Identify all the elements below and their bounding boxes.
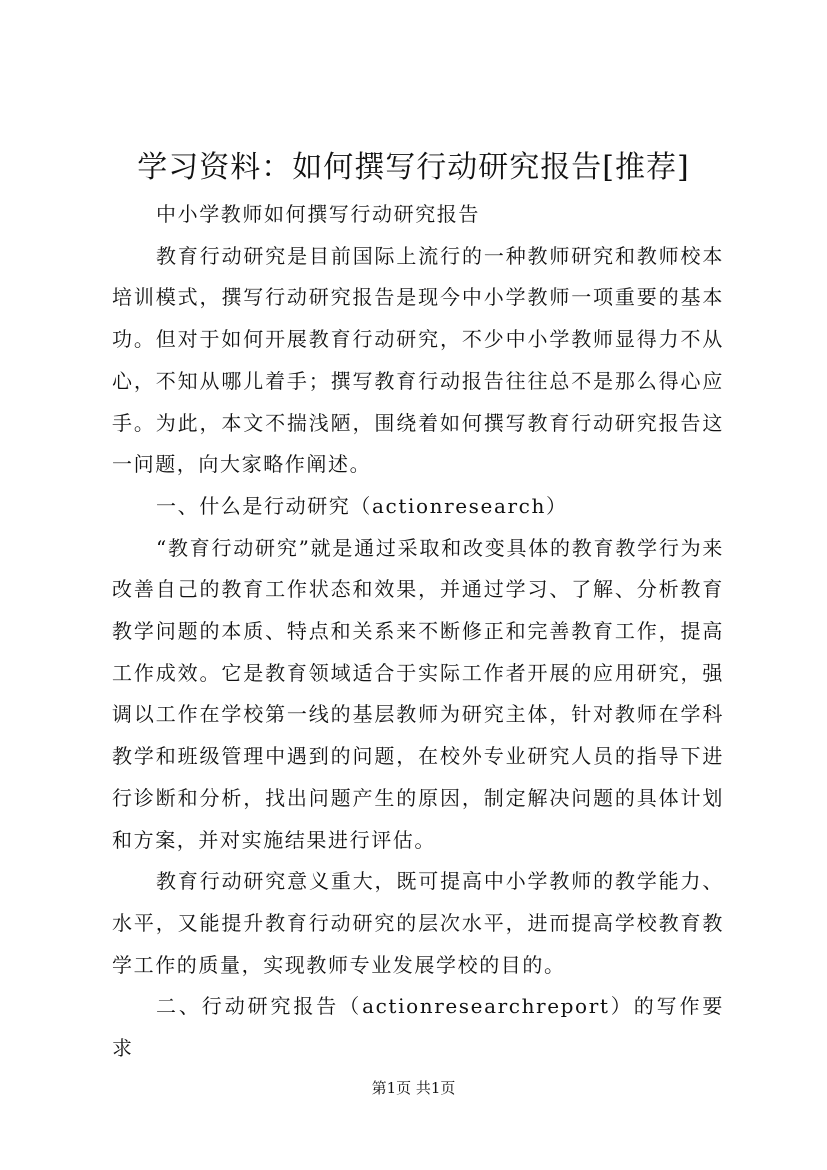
significance-paragraph: 教育行动研究意义重大，既可提高中小学教师的教学能力、水平，又能提升教育行动研究的层次水平，进而提高学校教育教学工作的质量，实现教师专业发展学校的目的。 (112, 869, 724, 977)
section-heading-2: 二、行动研究报告（actionresearchreport）的写作要求 (112, 994, 724, 1061)
subtitle-paragraph: 中小学教师如何撰写行动研究报告 (156, 202, 480, 226)
definition-paragraph: “教育行动研究”就是通过采取和改变具体的教育教学行为来改善自己的教育工作状态和效果，并通过学习、了解、分析教育教学问题的本质、特点和关系来不断修正和完善教育工作，提高工作成效。它是教育领域适合于实际工作者开展的应用研究，强调以工作在学校第一线的基层教师为研究主体，针对教师在学科教学和班级管理中遇到的问题，在校外专业研究人员的指导下进行诊断和分析，找出问题产生的原因，制定解决问题的具体计划和方案，并对实施结果进行评估。 (112, 535, 724, 852)
page-number-footer: 第1页 共1页 (371, 1079, 456, 1097)
document-body (112, 194, 724, 1070)
section-heading-1: 一、什么是行动研究（actionresearch） (156, 493, 568, 518)
document-title: 学习资料：如何撰写行动研究报告[推荐] (137, 150, 690, 185)
intro-paragraph: 教育行动研究是目前国际上流行的一种教师研究和教师校本培训模式，撰写行动研究报告是现今中小学教师一项重要的基本功。但对于如何开展教育行动研究，不少中小学教师显得力不从心，不知从哪儿着手；撰写教育行动报告往往总不是那么得心应手。为此，本文不揣浅陋，围绕着如何撰写教育行动研究报告这一问题，向大家略作阐述。 (112, 243, 724, 477)
